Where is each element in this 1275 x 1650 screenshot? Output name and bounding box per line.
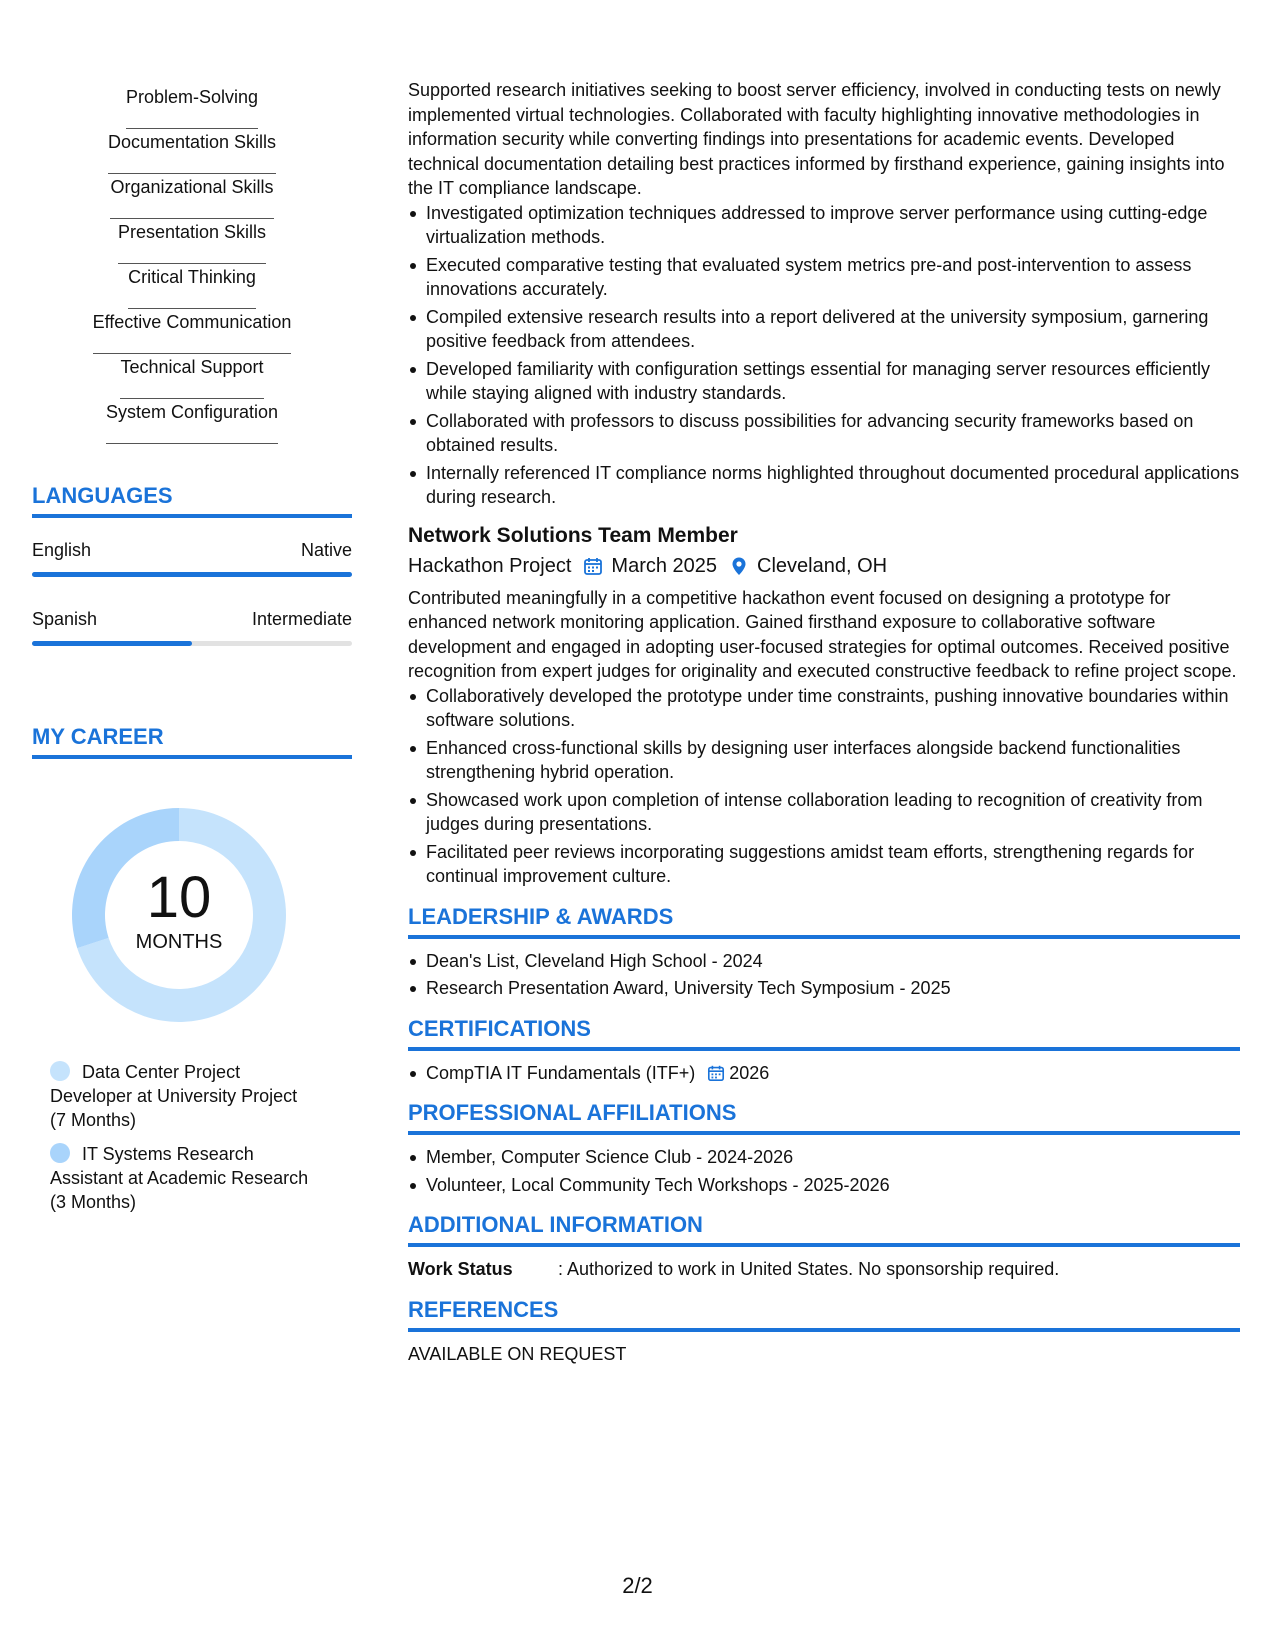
page-number: 2/2: [622, 1573, 653, 1598]
affiliations-heading: PROFESSIONAL AFFILIATIONS: [408, 1099, 1240, 1135]
skill-item: [32, 309, 352, 354]
location-pin-icon: [729, 556, 749, 576]
language-proficiency-fill: [32, 572, 352, 577]
job-date: March 2025: [611, 554, 718, 577]
certifications-list: [408, 1061, 1240, 1086]
affiliation-item: Volunteer, Local Community Tech Workshops - 2025-2026: [408, 1173, 1240, 1198]
job-description: Contributed meaningfully in a competitive hackathon event focused on designing a prototype for enhanced network monitoring application. Gained firsthand exposure to collaborative software development and engaged in adopting user-focused strategies for optimal outcomes. Received positive recognition from expert judges for originality and executed constructive feedback to refine project scope.: [408, 587, 1237, 681]
calendar-icon: [707, 1064, 725, 1082]
job-description: Supported research initiatives seeking to boost server efficiency, involved in conducting tests on newly implemented virtual technologies. Collaborated with faculty highlighting innovative methodologies in information security while converting findings into presentations for academic events. Developed technical documentation detailing best practices informed by firsthand experience, gaining insights into the IT compliance landscape.: [408, 80, 1225, 198]
job-bullet: Collaboratively developed the prototype under time constraints, pushing innovative boundaries within software solutions.: [408, 684, 1240, 733]
references-heading: REFERENCES: [408, 1296, 1240, 1332]
skill-label: Critical Thinking: [128, 264, 256, 309]
skill-label: Technical Support: [120, 354, 263, 399]
job-bullet: Enhanced cross-functional skills by designing user interfaces alongside backend functionalities strengthening hybrid operation.: [408, 736, 1240, 785]
leadership-heading: LEADERSHIP & AWARDS: [408, 903, 1240, 939]
skill-label: System Configuration: [106, 399, 278, 444]
legend-line: Assistant at Academic Research: [50, 1168, 309, 1188]
skill-label: Organizational Skills: [110, 174, 273, 219]
skill-label: Problem-Solving: [126, 84, 258, 129]
legend-dot: [50, 1143, 70, 1163]
affiliation-item: Member, Computer Science Club - 2024-2026: [408, 1145, 1240, 1170]
language-level: Intermediate: [251, 609, 352, 629]
certification-name: CompTIA IT Fundamentals (ITF+): [426, 1062, 696, 1083]
skill-item: [32, 84, 352, 129]
job-bullet: Developed familiarity with configuration settings essential for managing server resources efficiently while staying aligned with industry standards.: [408, 357, 1240, 406]
skill-item: [32, 264, 352, 309]
skills-list: [32, 84, 352, 444]
career-total: [66, 802, 292, 1028]
legend-line: IT Systems Research: [82, 1144, 254, 1164]
skill-item: [32, 399, 352, 444]
language-name: English: [32, 540, 92, 560]
job-bullet: Investigated optimization techniques addressed to improve server performance using cutting-edge virtualization methods.: [408, 201, 1240, 250]
right-column: [408, 78, 1240, 1366]
language-proficiency-fill: [32, 641, 192, 646]
legend-duration: (3 Months): [50, 1192, 137, 1212]
job-title: Network Solutions Team Member: [408, 523, 738, 547]
leadership-item: Research Presentation Award, University Tech Symposium - 2025: [408, 976, 1240, 1001]
job-bullets: [408, 201, 1240, 510]
certification-item: [408, 1061, 1240, 1086]
career-heading: MY CAREER: [32, 723, 352, 759]
legend-line: Developer at University Project: [50, 1086, 298, 1106]
job-bullet: Internally referenced IT compliance norms highlighted throughout documented procedural applications during research.: [408, 461, 1240, 510]
legend-dot: [50, 1061, 70, 1081]
languages-heading: LANGUAGES: [32, 482, 352, 518]
language-proficiency-bar: [32, 641, 352, 646]
leadership-list: [408, 949, 1240, 1001]
language-proficiency-bar: [32, 572, 352, 577]
job-meta: [408, 552, 1240, 580]
legend-item: [50, 1142, 350, 1214]
job-location: Cleveland, OH: [757, 554, 888, 577]
skill-item: [32, 219, 352, 264]
career-total-number: 10: [146, 865, 212, 930]
legend-duration: (7 Months): [50, 1110, 137, 1130]
skill-label: Effective Communication: [93, 309, 292, 354]
job-bullets: [408, 684, 1240, 889]
language-name: Spanish: [32, 609, 98, 629]
work-status-label: Work Status: [408, 1259, 513, 1279]
affiliations-list: [408, 1145, 1240, 1197]
skill-label: Documentation Skills: [108, 129, 276, 174]
language-english: [32, 538, 352, 577]
certification-year: 2026: [729, 1062, 770, 1083]
work-status-value: : Authorized to work in United States. No sponsorship required.: [558, 1259, 1060, 1279]
skill-label: Presentation Skills: [118, 219, 266, 264]
legend-line: Data Center Project: [82, 1062, 241, 1082]
job-bullet: Executed comparative testing that evaluated system metrics pre-and post-intervention to assess innovations accurately.: [408, 253, 1240, 302]
calendar-icon: [583, 556, 603, 576]
career-total-unit: MONTHS: [135, 931, 223, 953]
additional-info-heading: ADDITIONAL INFORMATION: [408, 1211, 1240, 1247]
references-text: AVAILABLE ON REQUEST: [408, 1343, 627, 1364]
language-level: Native: [300, 540, 352, 560]
skill-item: [32, 354, 352, 399]
job-bullet: Showcased work upon completion of intense collaboration leading to recognition of creativity from judges during presentations.: [408, 788, 1240, 837]
job-org: Hackathon Project: [408, 554, 572, 577]
skill-item: [32, 174, 352, 219]
job-bullet: Facilitated peer reviews incorporating suggestions amidst team efforts, strengthening regards for continual improvement culture.: [408, 840, 1240, 889]
certifications-heading: CERTIFICATIONS: [408, 1015, 1240, 1051]
leadership-item: Dean's List, Cleveland High School - 2024: [408, 949, 1240, 974]
job-bullet: Compiled extensive research results into a report delivered at the university symposium, garnering positive feedback from attendees.: [408, 305, 1240, 354]
job-bullet: Collaborated with professors to discuss possibilities for advancing security frameworks based on obtained results.: [408, 409, 1240, 458]
skill-item: [32, 129, 352, 174]
career-legend: [50, 1060, 350, 1224]
language-spanish: [32, 607, 352, 646]
work-status-row: [408, 1257, 1240, 1282]
legend-item: [50, 1060, 350, 1132]
